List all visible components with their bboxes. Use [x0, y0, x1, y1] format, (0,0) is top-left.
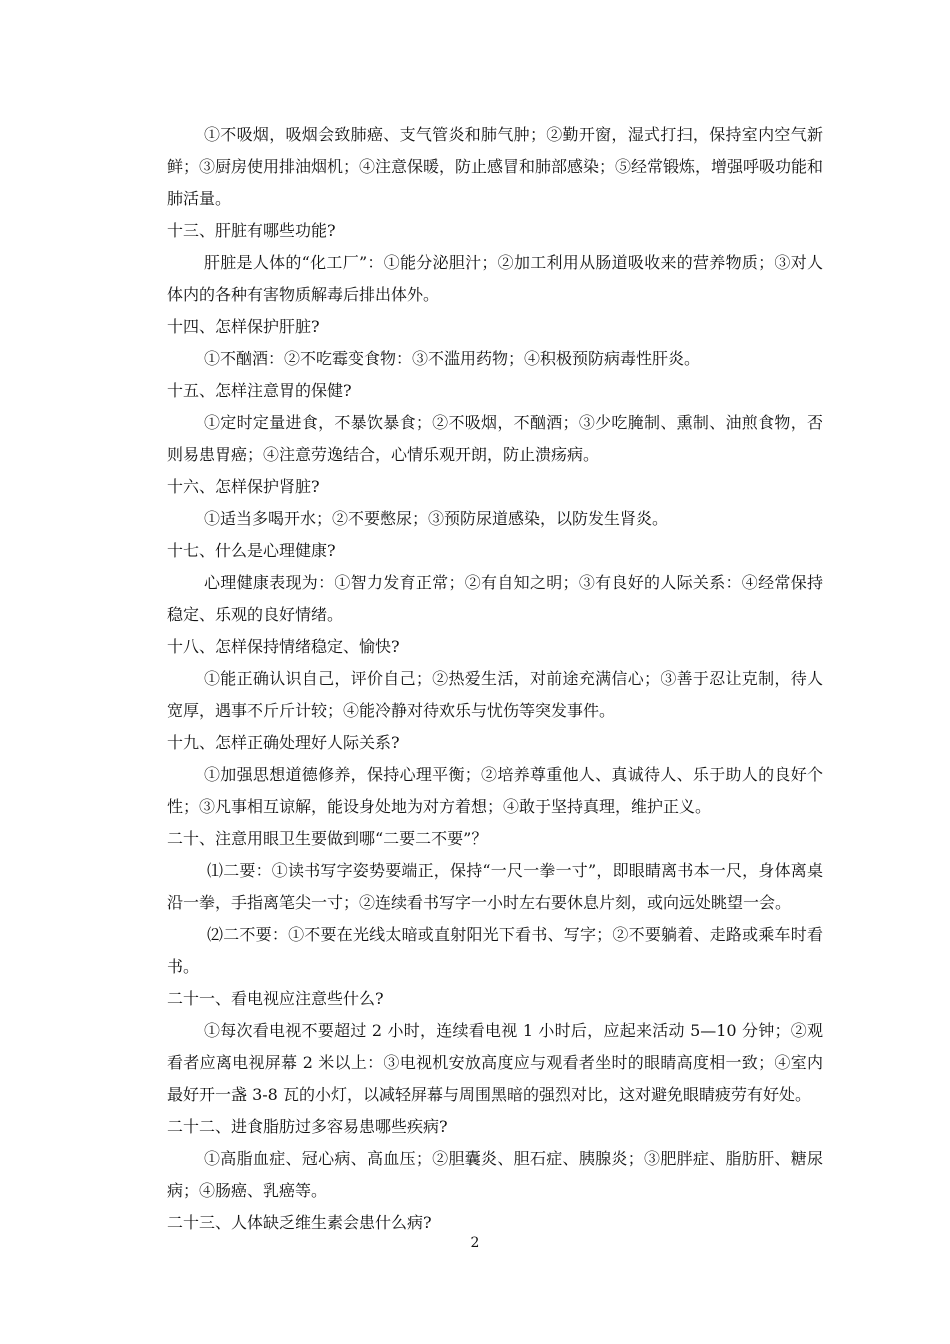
answer-paragraph: ①每次看电视不要超过 2 小时，连续看电视 1 小时后，应起来活动 5—10 分钟；②观看者应离电视屏幕 2 米以上：③电视机安放高度应与观看者坐时的眼睛高度相一致；④室内最好开一盏 3-8 瓦的小灯，以减轻屏幕与周围黑暗的强烈对比，这对避免眼睛疲劳有好处。 [167, 1021, 823, 1104]
answer-paragraph: ①适当多喝开水；②不要憋尿；③预防尿道感染，以防发生肾炎。 [204, 509, 669, 528]
question-heading: 二十、注意用眼卫生要做到哪“二要二不要”？ [167, 829, 488, 848]
answer-paragraph: 肝脏是人体的“化工厂”：①能分泌胆汁；②加工利用从肠道吸收来的营养物质；③对人体内的各种有害物质解毒后排出体外。 [167, 253, 823, 304]
question-heading: 十三、肝脏有哪些功能? [167, 221, 336, 240]
answer-paragraph: ①高脂血症、冠心病、高血压；②胆囊炎、胆石症、胰腺炎；③肥胖症、脂肪肝、糖尿病；④肠癌、乳癌等。 [167, 1149, 823, 1200]
answer-paragraph: ①能正确认识自己，评价自己；②热爱生活，对前途充满信心；③善于忍让克制，待人宽厚，遇事不斤斤计较；④能冷静对待欢乐与忧伤等突发事件。 [167, 669, 823, 720]
sub-item-paragraph: ⑴二要：①读书写字姿势要端正，保持“一尺一拳一寸”，即眼睛离书本一尺，身体离桌沿一拳，手指离笔尖一寸；②连续看书写字一小时左右要休息片刻，或向远处眺望一会。 [167, 861, 823, 912]
answer-paragraph: ①不酗酒：②不吃霉变食物：③不滥用药物；④积极预防病毒性肝炎。 [204, 349, 701, 368]
document-body [167, 119, 823, 1239]
answer-paragraph: ①定时定量进食，不暴饮暴食；②不吸烟，不酗酒；③少吃腌制、熏制、油煎食物，否则易患胃癌；④注意劳逸结合，心情乐观开朗，防止溃疡病。 [167, 413, 823, 464]
answer-paragraph: 心理健康表现为：①智力发育正常；②有自知之明；③有良好的人际关系：④经常保持稳定、乐观的良好情绪。 [167, 573, 823, 624]
question-heading: 十九、怎样正确处理好人际关系? [167, 733, 400, 752]
question-heading: 二十三、人体缺乏维生素会患什么病? [167, 1213, 432, 1232]
question-heading: 二十一、看电视应注意些什么? [167, 989, 384, 1008]
question-heading: 十五、怎样注意胃的保健? [167, 381, 352, 400]
question-heading: 二十二、进食脂肪过多容易患哪些疾病? [167, 1117, 448, 1136]
question-heading: 十四、怎样保护肝脏? [167, 317, 320, 336]
page-number: 2 [470, 1235, 480, 1251]
sub-item-paragraph: ⑵二不要：①不要在光线太暗或直射阳光下看书、写字；②不要躺着、走路或乘车时看书。 [167, 925, 823, 976]
question-heading: 十八、怎样保持情绪稳定、愉快? [167, 637, 400, 656]
answer-paragraph: ①加强思想道德修养，保持心理平衡；②培养尊重他人、真诚待人、乐于助人的良好个性；③凡事相互谅解，能设身处地为对方着想；④敢于坚持真理，维护正义。 [167, 765, 823, 816]
answer-paragraph: ①不吸烟，吸烟会致肺癌、支气管炎和肺气肿；②勤开窗，湿式打扫，保持室内空气新鲜；③厨房使用排油烟机；④注意保暖，防止感冒和肺部感染；⑤经常锻炼，增强呼吸功能和肺活量。 [167, 125, 824, 208]
question-heading: 十六、怎样保护肾脏? [167, 477, 320, 496]
question-heading: 十七、什么是心理健康? [167, 541, 336, 560]
